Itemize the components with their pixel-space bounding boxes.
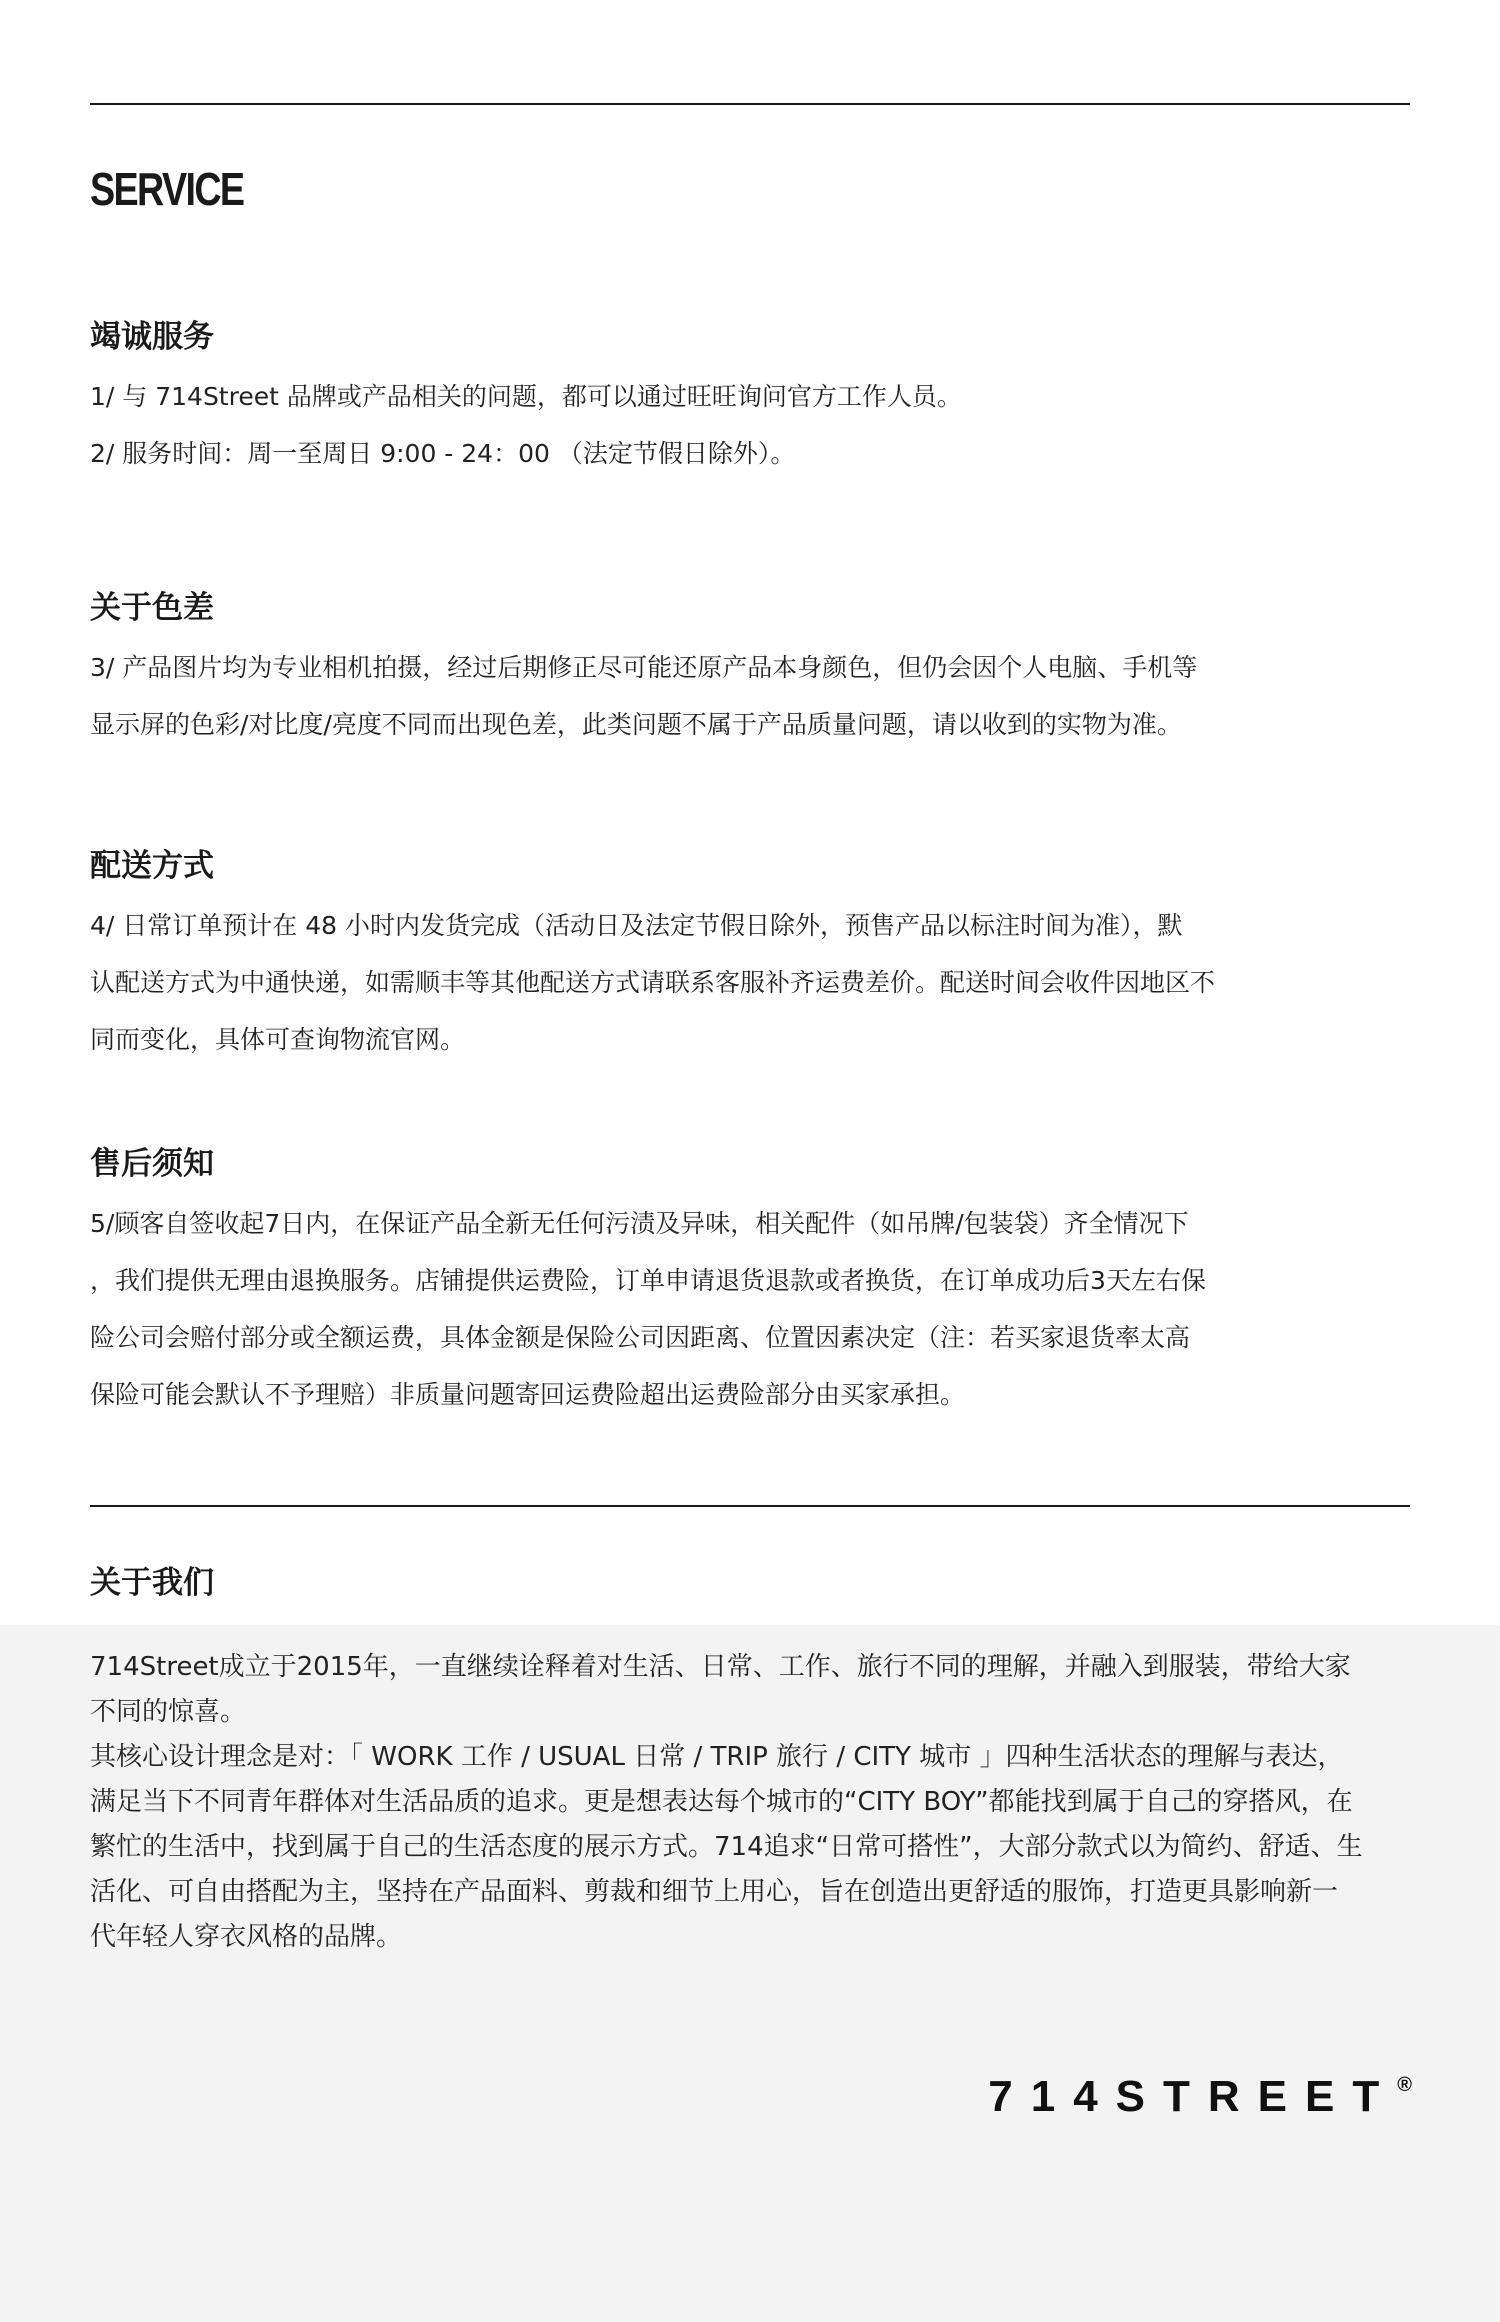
about-line: 代年轻人穿衣风格的品牌。 bbox=[90, 1922, 403, 1952]
section-after-sales bbox=[90, 1143, 1420, 1423]
about-line: 繁忙的生活中，找到属于自己的生活态度的展示方式。714追求“日常可搭性”，大部分款式以为简约、舒适、生 bbox=[90, 1832, 1363, 1862]
section-delivery-method bbox=[90, 845, 1420, 1068]
about-line: 活化、可自由搭配为主，坚持在产品面料、剪裁和细节上用心，旨在创造出更舒适的服饰，打造更具影响新一 bbox=[90, 1877, 1339, 1907]
about-line: 其核心设计理念是对：「 WORK 工作 / USUAL 日常 / TRIP 旅行 / CITY 城市 」四种生活状态的理解与表达， bbox=[90, 1742, 1344, 1772]
about-line: 满足当下不同青年群体对生活品质的追求。更是想表达每个城市的“CITY BOY”都能找到属于自己的穿搭风，在 bbox=[90, 1787, 1353, 1817]
section-heading: 竭诚服务 bbox=[90, 319, 214, 355]
middle-divider bbox=[90, 1505, 1410, 1507]
service-title: SERVICE bbox=[90, 163, 244, 215]
registered-mark: ® bbox=[1397, 2074, 1412, 2096]
section-line: 2/ 服务时间：周一至周日 9:00 - 24：00 （法定节假日除外）。 bbox=[90, 439, 796, 468]
section-line: 5/顾客自签收起7日内，在保证产品全新无任何污渍及异味，相关配件（如吊牌/包装袋）齐全情况下 bbox=[90, 1209, 1189, 1238]
section-color-difference bbox=[90, 587, 1420, 753]
section-line: 显示屏的色彩/对比度/亮度不同而出现色差，此类问题不属于产品质量问题，请以收到的实物为准。 bbox=[90, 710, 1182, 739]
brand-logo bbox=[988, 2072, 1412, 2122]
about-body bbox=[90, 1645, 1420, 1960]
top-divider bbox=[90, 103, 1410, 105]
section-line: 认配送方式为中通快递，如需顺丰等其他配送方式请联系客服补齐运费差价。配送时间会收件因地区不 bbox=[90, 968, 1216, 997]
section-line: 4/ 日常订单预计在 48 小时内发货完成（活动日及法定节假日除外，预售产品以标注时间为准），默 bbox=[90, 911, 1183, 940]
section-heading: 售后须知 bbox=[90, 1146, 214, 1182]
section-line: 同而变化，具体可查询物流官网。 bbox=[90, 1025, 466, 1054]
brand-logo-text: 714STREET bbox=[988, 2072, 1398, 2121]
section-line: 1/ 与 714Street 品牌或产品相关的问题，都可以通过旺旺询问官方工作人员。 bbox=[90, 382, 962, 411]
section-line: 险公司会赔付部分或全额运费，具体金额是保险公司因距离、位置因素决定（注：若买家退货率太高 bbox=[90, 1323, 1191, 1352]
about-line: 不同的惊喜。 bbox=[90, 1697, 247, 1727]
section-line: 3/ 产品图片均为专业相机拍摄，经过后期修正尽可能还原产品本身颜色，但仍会因个人电脑、手机等 bbox=[90, 653, 1198, 682]
section-line: ，我们提供无理由退换服务。店铺提供运费险，订单申请退货退款或者换货，在订单成功后3天左右保 bbox=[90, 1266, 1206, 1295]
section-heading: 配送方式 bbox=[90, 848, 214, 884]
section-sincere-service bbox=[90, 316, 1420, 482]
section-line: 保险可能会默认不予理赔）非质量问题寄回运费险超出运费险部分由买家承担。 bbox=[90, 1380, 966, 1409]
about-heading: 关于我们 bbox=[90, 1565, 214, 1601]
section-heading: 关于色差 bbox=[90, 590, 214, 626]
about-line: 714Street成立于2015年，一直继续诠释着对生活、日常、工作、旅行不同的理解，并融入到服装，带给大家 bbox=[90, 1652, 1351, 1682]
